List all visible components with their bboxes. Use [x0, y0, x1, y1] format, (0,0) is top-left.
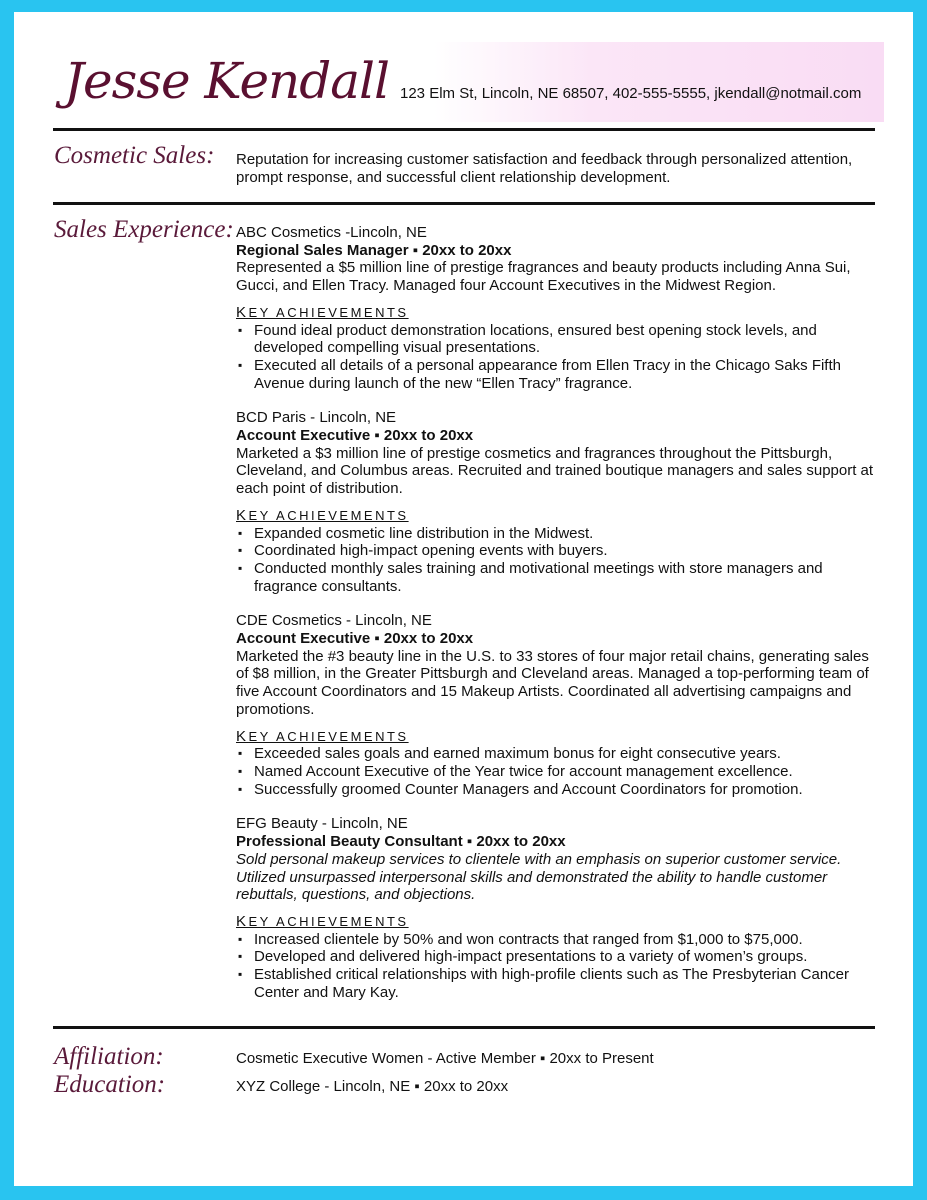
job-company: EFG Beauty - Lincoln, NE [236, 815, 408, 833]
key-achievements-heading: KEY ACHIEVEMENTS [236, 727, 409, 745]
job-title: Account Executive ▪ 20xx to 20xx [236, 427, 474, 445]
job-company: CDE Cosmetics - Lincoln, NE [236, 612, 432, 630]
affiliation-label: Affiliation: [54, 1043, 164, 1070]
achievement-item: ▪ Expanded cosmetic line distribution in the Midwest. [236, 525, 876, 543]
job-entry [236, 409, 876, 595]
affiliation-text: Cosmetic Executive Women - Active Member ▪ 20xx to Present [236, 1050, 654, 1067]
summary-label: Cosmetic Sales: [54, 142, 215, 169]
job-description: Marketed a $3 million line of prestige cosmetics and fragrances throughout the Pittsburgh, Cleveland, and Columbus areas. Recruited and trained boutique managers and sales support at each point of distribution. [236, 444, 874, 498]
header-band [434, 42, 884, 122]
education-text: XYZ College - Lincoln, NE ▪ 20xx to 20xx [236, 1078, 509, 1095]
achievement-list [236, 745, 876, 798]
achievement-item: ▪ Conducted monthly sales training and motivational meetings with store managers and fragrance consultants. [236, 560, 876, 595]
divider [53, 202, 875, 205]
job-title: Regional Sales Manager ▪ 20xx to 20xx [236, 241, 512, 259]
key-achievements-heading: KEY ACHIEVEMENTS [236, 303, 409, 321]
achievement-item: ▪ Exceeded sales goals and earned maximum bonus for eight consecutive years. [236, 745, 876, 763]
experience-list [236, 224, 876, 1018]
job-title: Account Executive ▪ 20xx to 20xx [236, 630, 474, 648]
job-company: ABC Cosmetics -Lincoln, NE [236, 224, 427, 241]
job-company: BCD Paris - Lincoln, NE [236, 409, 397, 427]
job-entry [236, 815, 876, 1001]
achievement-list [236, 931, 876, 1002]
divider [53, 128, 875, 131]
job-title: Professional Beauty Consultant ▪ 20xx to 20xx [236, 833, 566, 851]
resume-page [14, 12, 913, 1186]
key-achievements-heading: KEY ACHIEVEMENTS [236, 912, 409, 930]
divider [53, 1026, 875, 1029]
education-label: Education: [54, 1071, 166, 1098]
achievement-item: ▪ Successfully groomed Counter Managers and Account Coordinators for promotion. [236, 781, 876, 799]
achievement-item: ▪ Named Account Executive of the Year twice for account management excellence. [236, 763, 876, 781]
achievement-item: ▪ Developed and delivered high-impact presentations to a variety of women’s groups. [236, 948, 876, 966]
job-description: Represented a $5 million line of prestige fragrances and beauty products including Anna Sui, Gucci, and Ellen Tracy. Managed four Account Executives in the Midwest Region. [236, 259, 851, 295]
job-entry [236, 612, 876, 798]
achievement-list [236, 525, 876, 596]
key-achievements-heading: KEY ACHIEVEMENTS [236, 506, 409, 524]
job-entry [236, 224, 876, 392]
achievement-item: ▪ Coordinated high-impact opening events with buyers. [236, 542, 876, 560]
achievement-item: ▪ Established critical relationships with high-profile clients such as The Presbyterian Cancer Center and Mary Kay. [236, 966, 876, 1001]
achievement-item: ▪ Found ideal product demonstration locations, ensured best opening stock levels, and developed compelling visual presentations. [236, 322, 876, 357]
job-description: Marketed the #3 beauty line in the U.S. to 33 stores of four major retail chains, generating sales of $8 million, in the Greater Pittsburgh and Cleveland areas. Managed a top-performing team of five Account Coordinators and 15 Makeup Artists. Coordinated all advertising campaigns and promotions. [236, 647, 869, 718]
job-description: Sold personal makeup services to clientele with an emphasis on superior customer service. Utilized unsurpassed interpersonal skills and demonstrated the ability to handle customer rebuttals, questions, and objections. [236, 850, 842, 904]
contact-info: 123 Elm St, Lincoln, NE 68507, 402-555-5555, jkendall@notmail.com [400, 85, 862, 102]
achievement-list [236, 322, 876, 393]
experience-label: Sales Experience: [54, 216, 234, 243]
candidate-name: Jesse Kendall [64, 52, 390, 110]
achievement-item: ▪ Executed all details of a personal appearance from Ellen Tracy in the Chicago Saks Fifth Avenue during launch of the new “Ellen Tracy” fragrance. [236, 357, 876, 392]
achievement-item: ▪ Increased clientele by 50% and won contracts that ranged from $1,000 to $75,000. [236, 931, 876, 949]
summary-text: Reputation for increasing customer satisfaction and feedback through personalized attention, prompt response, and successful client relationship development. [236, 151, 853, 186]
